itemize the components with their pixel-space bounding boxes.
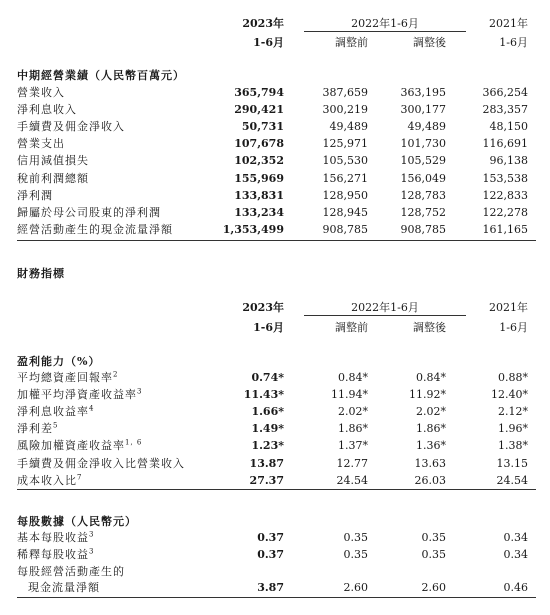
value-2021: 161,165 [482,222,528,236]
value-2021: 48,150 [489,120,528,134]
value-2022-before: 0.84* [338,371,368,384]
value-2021: 0.46 [503,581,528,594]
value-2022-after: 2.60 [421,581,446,594]
per-share-cash-row [0,580,550,595]
value-2022-after: 105,529 [400,154,446,168]
value-2022-after: 300,177 [400,103,446,117]
header-period-2023: 1-6月 [253,321,284,334]
value-2022-after: 0.35 [421,531,446,544]
table-row [0,370,550,385]
value-2021: 12.40* [491,388,528,402]
value-2022-before: 24.54 [336,473,368,487]
table-row [0,456,550,471]
header-year-2021: 2021年 [489,17,528,30]
header-span-rule [304,31,466,32]
value-2021: 122,278 [482,205,528,219]
value-2023: 1.49* [251,422,284,436]
value-2021: 0.34 [503,531,528,544]
table-row [0,421,550,436]
header-period-2021: 1-6月 [499,36,528,49]
operating-table-bottom-rule [17,240,536,241]
value-2023: 133,831 [234,188,284,202]
value-2022-before: 105,530 [322,154,368,168]
header-span-rule [304,315,466,316]
footnote-marker: 7 [77,472,83,481]
table-row [0,119,550,134]
profitability-title: 盈利能力（%） [17,355,101,368]
value-2023: 155,969 [234,171,284,185]
value-2023: 3.87 [257,581,284,594]
value-2021: 116,691 [482,137,528,151]
table-row [0,102,550,117]
value-2022-before: 1.37* [338,439,368,453]
row-label: 成本收入比$^7$ [17,472,83,487]
header-period-2023: 1-6月 [253,36,284,49]
header-period-2021: 1-6月 [499,321,528,334]
row-label: 營業支出 [17,137,65,151]
value-2022-after: 363,195 [400,86,446,99]
value-2023: 107,678 [234,137,284,151]
value-2023: 133,234 [234,205,284,219]
header-adjusted-after: 調整後 [413,36,446,49]
per-share-cash-row-line1 [0,564,550,579]
value-2022-after: 49,489 [407,120,446,134]
per-share-table-bottom-rule [17,597,536,598]
header-year-2021: 2021年 [489,301,528,314]
per-share-title: 每股數據（人民幣元） [17,515,137,528]
value-2022-after: 1.86* [416,422,446,436]
table-row [0,438,550,453]
value-2021: 96,138 [489,154,528,168]
value-2022-before: 387,659 [322,86,368,99]
financial-indicators-title: 財務指標 [17,267,65,280]
header-adjusted-after: 調整後 [413,321,446,334]
value-2023: 0.37 [257,531,284,544]
value-2022-after: 26.03 [414,473,446,487]
row-label: 稀釋每股收益$^3$ [17,547,95,561]
table-row [0,473,550,488]
value-2022-before: 300,219 [322,103,368,117]
row-label: 風險加權資產收益率$^{1, 6}$ [17,438,143,453]
value-2023: 13.87 [249,456,284,470]
table-row [0,530,550,545]
row-label: 歸屬於母公司股東的淨利潤 [17,205,161,219]
value-2022-before: 0.35 [343,548,368,561]
value-2022-before: 128,950 [322,188,368,202]
value-2021: 153,538 [482,171,528,185]
value-2021: 13.15 [496,456,528,470]
row-label: 稅前利潤總額 [17,171,89,185]
value-2023: 0.74* [251,371,284,384]
row-label: 每股經營活動產生的 [17,565,125,578]
value-2023: 290,421 [234,103,284,117]
footnote-marker: 4 [89,404,95,413]
value-2022-after: 2.02* [416,405,446,419]
footnote-marker: 5 [53,421,59,430]
table-row [0,171,550,186]
value-2023: 1.66* [251,405,284,419]
table-row [0,547,550,562]
value-2022-before: 1.86* [338,422,368,436]
operating-results-title: 中期經營業績（人民幣百萬元） [17,69,185,82]
row-label: 淨利差$^5$ [17,421,59,436]
table-row [0,387,550,402]
row-label: 信用減值損失 [17,154,89,168]
value-2023: 11.43* [243,388,284,402]
value-2021: 24.54 [496,473,528,487]
row-label: 平均總資產回報率$^2$ [17,370,119,384]
value-2022-before: 2.60 [343,581,368,594]
value-2021: 2.12* [498,405,528,419]
value-2022-after: 13.63 [414,456,446,470]
value-2022-before: 908,785 [322,222,368,236]
row-label: 淨利潤 [17,188,53,202]
table-row [0,205,550,220]
header-adjusted-before: 調整前 [335,36,368,49]
value-2023: 1,353,499 [222,222,284,236]
value-2023: 1.23* [251,439,284,453]
table-row [0,222,550,237]
value-2022-before: 11.94* [331,388,368,402]
value-2021: 1.96* [498,422,528,436]
value-2022-after: 11.92* [409,388,446,402]
row-label: 加權平均淨資產收益率$^3$ [17,387,143,402]
row-label: 淨利息收益率$^4$ [17,404,95,419]
value-2021: 283,357 [482,103,528,117]
row-label: 手續費及佣金淨收入比營業收入 [17,456,185,470]
row-label: 現金流量淨額 [28,581,100,594]
value-2021: 0.34 [503,548,528,561]
value-2022-before: 2.02* [338,405,368,419]
row-label: 營業收入 [17,86,65,99]
header-adjusted-before: 調整前 [335,321,368,334]
table-row [0,188,550,203]
value-2022-before: 12.77 [336,456,368,470]
table-row [0,136,550,151]
value-2022-after: 128,783 [400,188,446,202]
value-2021: 0.88* [498,371,528,384]
value-2022-before: 128,945 [322,205,368,219]
row-label: 基本每股收益$^3$ [17,530,95,544]
value-2023: 102,352 [234,154,284,168]
value-2022-after: 156,049 [400,171,446,185]
footnote-marker: 3 [89,530,95,539]
value-2022-before: 156,271 [322,171,368,185]
table-row [0,153,550,168]
value-2022-after: 1.36* [416,439,446,453]
row-label: 經營活動產生的現金流量淨額 [17,222,173,236]
header-year-2023: 2023年 [242,17,284,30]
row-label: 手續費及佣金淨收入 [17,120,125,134]
row-label: 淨利息收入 [17,103,77,117]
value-2022-before: 0.35 [343,531,368,544]
value-2021: 366,254 [482,86,528,99]
value-2022-before: 49,489 [329,120,368,134]
footnote-marker: 1, 6 [125,438,143,447]
value-2023: 27.37 [249,473,284,487]
profitability-table-bottom-rule [17,489,536,490]
value-2021: 122,833 [482,188,528,202]
value-2023: 365,794 [234,86,284,99]
footnote-marker: 2 [113,370,119,379]
value-2022-after: 128,752 [400,205,446,219]
value-2021: 1.38* [498,439,528,453]
footnote-marker: 3 [89,547,95,556]
table-row [0,404,550,419]
value-2022-after: 0.35 [421,548,446,561]
value-2023: 50,731 [241,120,284,134]
value-2022-after: 101,730 [400,137,446,151]
header-year-2023: 2023年 [242,301,284,314]
header-2022-span: 2022年1-6月 [351,17,419,30]
header-2022-span: 2022年1-6月 [351,301,419,314]
footnote-marker: 3 [137,387,143,396]
value-2022-before: 125,971 [322,137,368,151]
value-2022-after: 908,785 [400,222,446,236]
table-row [0,85,550,100]
value-2022-after: 0.84* [416,371,446,384]
value-2023: 0.37 [257,548,284,561]
